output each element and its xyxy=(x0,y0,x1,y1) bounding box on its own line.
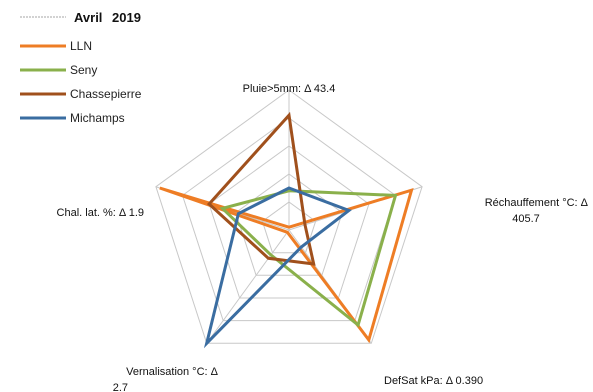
axis-label-line: Vernalisation °C: Δ xyxy=(126,366,218,378)
legend-label: Chassepierre xyxy=(70,87,142,101)
axis-label xyxy=(485,197,589,225)
legend-label: LLN xyxy=(70,39,93,53)
legend-title-prefix: Avril xyxy=(74,10,103,25)
axis-label-line: 405.7 xyxy=(512,213,540,225)
axis-label-line: Réchauffement °C: Δ xyxy=(484,197,588,209)
legend-label: Seny xyxy=(70,63,98,77)
radar-axis-labels xyxy=(57,83,589,392)
legend-item xyxy=(20,87,142,101)
radar-grid xyxy=(156,90,422,343)
legend-title xyxy=(74,10,141,25)
axis-label xyxy=(243,83,336,95)
legend xyxy=(20,10,142,125)
axis-label-line: Chal. lat. %: Δ 1.9 xyxy=(56,207,144,219)
legend-title-year: 2019 xyxy=(112,10,141,25)
legend-item xyxy=(20,39,92,53)
axis-label-line: Pluie>5mm: Δ 43.4 xyxy=(242,83,336,95)
axis-label xyxy=(384,375,483,387)
axis-label xyxy=(113,366,219,392)
legend-item xyxy=(20,63,97,77)
axis-label xyxy=(57,207,144,219)
axis-label-line: DefSat kPa: Δ 0.390 xyxy=(384,375,484,387)
axis-label-line: 2.7 xyxy=(112,382,128,392)
legend-item xyxy=(20,111,125,125)
legend-label: Michamps xyxy=(70,111,125,125)
